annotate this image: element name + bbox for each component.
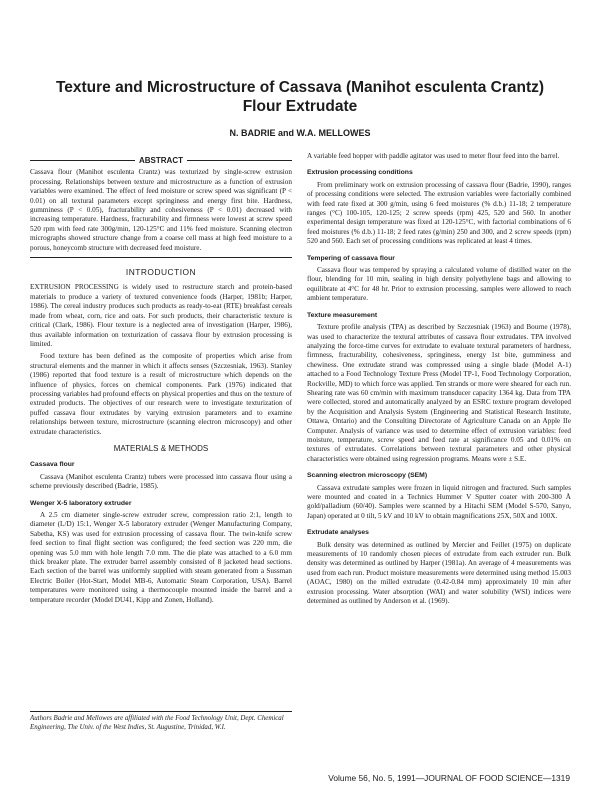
abstract-text: Cassava flour (Manihot esculenta Crantz) was texturized by single-screw extrusion processing. Relationships between texture and microstructure as a function of extrusion variables were examined. The effect of feed moisture or screw speed was significant (P < 0.01) on all textural parameters except springiness and energy first bite. Hardness, gumminess (P < 0.05), fracturability and cohesiveness (P < 0.01) decreased with increasing temperature. Hardness, fracturability and firmness were lowest at screw speed 520 rpm with feed rate 300g/min, 120-125°C and 11% feed moisture. Scanning electron micrographs showed structure change from a coarse cell mass at high feed moisture to a porous, honeycomb structure with decreased feed moisture. [30,168,292,252]
journal-citation-footer: Volume 56, No. 5, 1991—JOURNAL OF FOOD SCIENCE—1319 [328,773,570,783]
subsection-text: Texture profile analysis (TPA) as described by Szczesniak (1963) and Bourne (1978), was used to characterize the textural attributes of cassava flour extrudates. TPA involved analyzing the force-time curves for extrudate to evaluate textural parameters of hardness, firmness, fracturability, cohesiveness, springiness, energy 1st bite, gumminess and chewiness. One extrudate strand was compressed using a single blade (Model A-1) attached to a Food Technology Texture Press (Model TP-1, Food Technology Corporation, Rockville, MD) to which force was applied. Ten strands or more were sheared for each run. Shearing rate was 60 cm/min with maximum transducer capacity 1364 kg. Data from TPA were collected, stored and automatically analyzed by an ESRC texture program developed by the Acquisition and Analysis System (Engineering and Statistical Research Institute, Ottawa, Ontario) and the Consulting Directorate of Agriculture Canada on an Apple IIe Computer. Analysis of variance was used to determine effect of extrusion variables: feed moisture, temperature, screw speed and feed rate at significance 0.05 and 0.01% on textures of extrudates. Correlations between textural parameters and other physical characteristics were obtained using regression programs. Means were ± S.E. [307,323,571,463]
left-column [30,152,292,608]
subsection-heading: Tempering of cassava flour [307,254,395,262]
article-title: Texture and Microstructure of Cassava (Manihot esculenta Crantz) Flour Extrudate [55,79,545,115]
subsection-text: Bulk density was determined as outlined by Mercier and Feillet (1975) on duplicate measurements of 10 randomly chosen pieces of extrudate from each extruder run. Bulk density was determined as outlined by Harper (1981a). An average of 4 measurements was used from each run. Product moisture measurements were determined using method 15.003 (AOAC, 1980) on the milled extrudate (0.42-0.84 mm) approximately 10 min after extrusion processing. Water absorption (WAI) and water solubility (WSI) indices were determined as outlined by Anderson et al. (1969). [307,540,571,606]
author-affiliation-footnote: Authors Badrie and Mellowes are affiliated with the Food Technology Unit, Dept. Chemical Engineering, The Univ. of the West Indies, St. Augustine, Trinidad, W.I. [30,711,292,733]
feed-hopper-paragraph: A variable feed hopper with paddle agitator was used to meter flour feed into the barrel. [307,152,560,160]
abstract-header [30,156,292,165]
introduction-heading: INTRODUCTION [125,267,197,278]
subsection-heading: Texture measurement [307,311,378,319]
subsection-text: Cassava (Manihot esculenta Crantz) tubers were processed into cassava flour using a scheme previously described (Badrie, 1985). [30,472,292,491]
subsection-text: Cassava flour was tempered by spraying a calculated volume of distilled water on the flour, blending for 10 min, sealing in high density polyethylene bags and allowing to equilibrate at 4°C for 48 hr. Prior to extrusion processing, samples were allowed to reach ambient temperature. [307,266,571,303]
subsection-heading: Cassava flour [30,461,75,469]
introduction-paragraph: Food texture has been defined as the composite of properties which arise from structural elements and the manner in which it affects senses (Szczesniak, 1963). Stanley (1986) reported that food texture is a result of microstructure which depends on the influence of physics, forces on chemical components. Park (1976) indicated that processing variables had profound effects on physical properties and thus on the texture of extruded products. The objectives of our research were to investigate texturization of puffed cassava flour extrudates by varying extrusion parameters and to examine relationships between texture, microstructure (scanning electron microscopy) and other extrudate characteristics. [30,352,292,436]
subsection-heading: Scanning electron microscopy (SEM) [307,472,428,480]
abstract-section [30,168,292,253]
introduction-paragraph: EXTRUSION PROCESSING is widely used to restructure starch and protein-based materials to produce a variety of textured convenience foods (Harper, 1981b; Harper, 1986). The cereal industry produces such products as ready-to-eat (RTE) breakfast cereals made from wheat, corn, rice and oats. For such products, their characteristic texture is critical (Clark, 1986). Flour texture is a neglected area of investigation (Harper, 1986), thus available information on texturization of cassava flour by extrusion processing is limited. [30,283,292,348]
abstract-heading: ABSTRACT [139,156,183,165]
methods-heading: MATERIALS & METHODS [113,443,209,453]
abstract-rule-left [30,160,135,161]
subsection-text: From preliminary work on extrusion processing of cassava flour (Badrie, 1990), ranges of processing conditions were selected. The extrusion variables were factorially combined with feed rate fixed at 300 g/min, using 6 feed moistures (% d.b.) 11-18; 2 temperature ranges (°C) 100-105, 120-125; 2 screw speeds (rpm) 425, 520 and 560. In another experimental design temperature was fixed at 120-125°C, with factorial combinations of 6 feed moistures (% d.b.) 11-18; 2 feed rates (g/min) 250 and 300, and 2 screw speeds (rpm) 520 and 560. Each set of processing conditions was replicated at least 4 times. [307,180,571,246]
subsection-text: Cassava extrudate samples were frozen in liquid nitrogen and fractured. Such samples were mounted and coated in a Technics Hummer V Sputter coater with 200-300 Å gold/palladium (60/40). Samples were scanned by a Hitachi SEM (Model S-570, Sanyo, Japan) operated at 0 tilt, 5 kV and 10 kV to obtain magnifications 25X, 50X and 100X. [307,483,571,520]
subsection-text: A 2.5 cm diameter single-screw extruder screw, compression ratio 2:1, length to diameter (L/D) 15:1, Wenger X-5 laboratory extruder (Wenger Manufacturing Company, Sabetha, KS) was used for extrusion processing of cassava flour. The twin-knife screw feed section to final flight section was configured; the feed section was 220 mm, die opening was 5.0 mm with hole length 7.0 mm. The die plate was attached to a 6.0 mm thick breaker plate. The extruder barrel assembly consisted of 8 jacketed head sections. Each section of the barrel was uniformly supplied with steam generated from a Sussman Electric Boiler (Hot-Start, Model MB-6, Automatic Steam Corporation, USA). Barrel temperatures were monitored using a thermocouple mounted inside the barrel and a temperature recorder (Model DU41, Kipp and Zonen, Holland). [30,511,292,604]
article-authors: N. BADRIE and W.A. MELLOWES [229,128,371,138]
subsection-heading: Extrusion processing conditions [307,169,413,177]
abstract-rule-right [187,160,292,161]
abstract-end-rule [30,257,292,258]
subsection-heading: Extrudate analyses [307,529,369,537]
right-column [307,152,571,609]
subsection-heading: Wenger X-5 laboratory extruder [30,499,132,507]
